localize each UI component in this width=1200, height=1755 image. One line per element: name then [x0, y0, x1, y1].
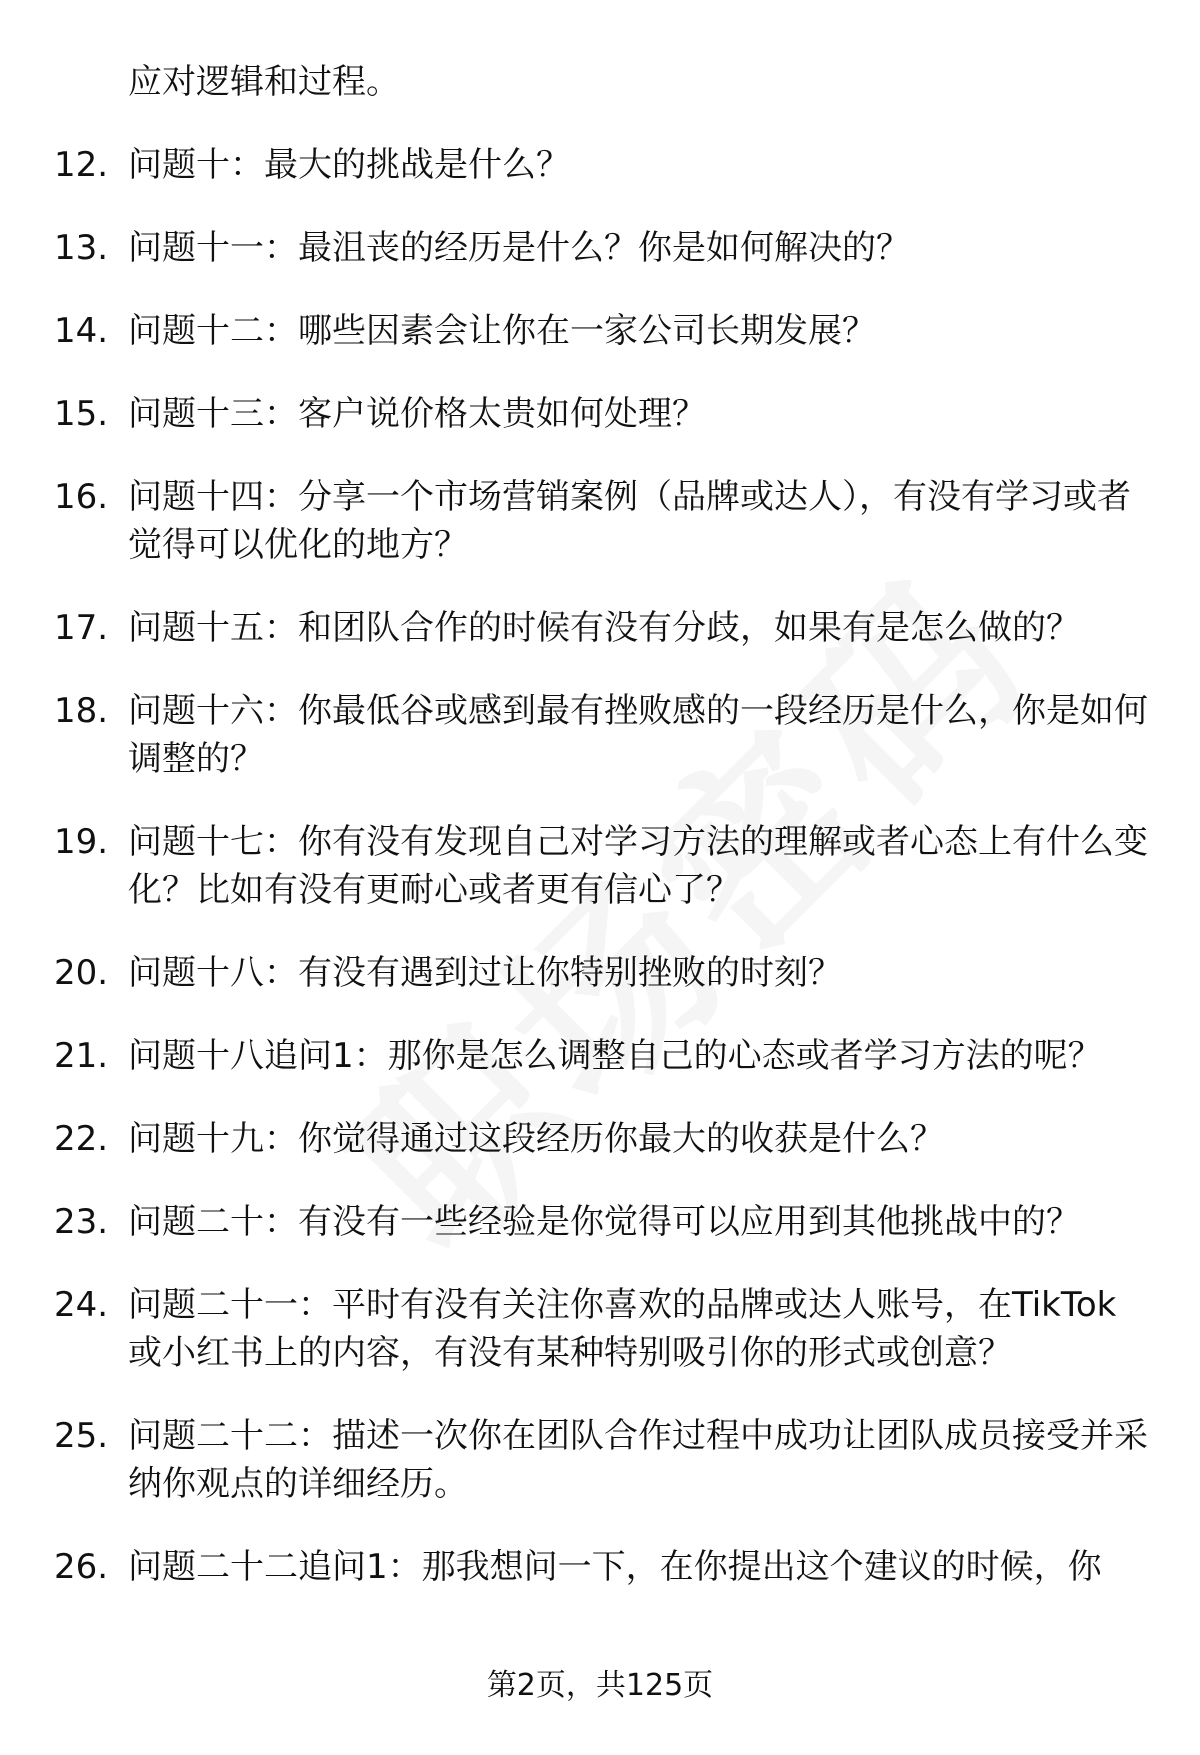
list-item — [0, 307, 1200, 355]
item-number: 22. — [54, 1119, 109, 1159]
item-number: 18. — [54, 691, 109, 731]
list-item — [0, 141, 1200, 189]
item-text: 问题十五：和团队合作的时候有没有分歧，如果有是怎么做的？ — [128, 608, 1080, 648]
list-item — [0, 1281, 1200, 1377]
item-number: 17. — [54, 608, 109, 648]
list-item — [0, 1115, 1200, 1163]
item-number: 24. — [54, 1285, 109, 1325]
item-number: 20. — [54, 953, 109, 993]
item-text: 问题十六：你最低谷或感到最有挫败感的一段经历是什么，你是如何调整的？ — [128, 691, 1148, 779]
item-text: 问题十一：最沮丧的经历是什么？你是如何解决的？ — [128, 228, 910, 268]
item-text: 问题十：最大的挑战是什么？ — [128, 145, 570, 185]
page-footer: 第2页，共125页 — [486, 1668, 714, 1703]
item-number: 25. — [54, 1416, 109, 1456]
list-item-continuation — [0, 58, 1200, 106]
item-text: 问题二十二：描述一次你在团队合作过程中成功让团队成员接受并采纳你观点的详细经历。 — [128, 1416, 1148, 1504]
item-number: 12. — [54, 145, 109, 185]
item-text: 问题十二：哪些因素会让你在一家公司长期发展？ — [128, 311, 876, 351]
list-item — [0, 949, 1200, 997]
item-number: 26. — [54, 1547, 109, 1587]
list-item — [0, 390, 1200, 438]
list-item — [0, 224, 1200, 272]
list-item — [0, 818, 1200, 914]
item-text: 问题十八：有没有遇到过让你特别挫败的时刻？ — [128, 953, 842, 993]
item-text: 问题十四：分享一个市场营销案例（品牌或达人），有没有学习或者觉得可以优化的地方？ — [128, 477, 1131, 565]
item-text: 问题十九：你觉得通过这段经历你最大的收获是什么？ — [128, 1119, 944, 1159]
list-item — [0, 1198, 1200, 1246]
item-number: 19. — [54, 822, 109, 862]
item-text: 问题十三：客户说价格太贵如何处理？ — [128, 394, 706, 434]
list-item — [0, 1032, 1200, 1080]
list-item — [0, 1412, 1200, 1508]
item-text: 问题二十一：平时有没有关注你喜欢的品牌或达人账号，在TikTok或小红书上的内容，有没有某种特别吸引你的形式或创意？ — [128, 1285, 1117, 1373]
question-list — [0, 58, 1200, 1626]
list-item — [0, 473, 1200, 569]
item-number: 13. — [54, 228, 109, 268]
item-text: 问题二十二追问1：那我想问一下，在你提出这个建议的时候，你 — [128, 1547, 1102, 1587]
item-text: 问题十七：你有没有发现自己对学习方法的理解或者心态上有什么变化？比如有没有更耐心或者更有信心了？ — [128, 822, 1148, 910]
item-number: 16. — [54, 477, 109, 517]
item-number: 23. — [54, 1202, 109, 1242]
item-text: 问题二十：有没有一些经验是你觉得可以应用到其他挑战中的？ — [128, 1202, 1080, 1242]
list-item — [0, 687, 1200, 783]
list-item — [0, 604, 1200, 652]
item-number: 15. — [54, 394, 109, 434]
item-text: 问题十八追问1：那你是怎么调整自己的心态或者学习方法的呢？ — [128, 1036, 1102, 1076]
list-item — [0, 1543, 1200, 1591]
continuation-text: 应对逻辑和过程。 — [128, 62, 400, 102]
item-number: 21. — [54, 1036, 109, 1076]
item-number: 14. — [54, 311, 109, 351]
